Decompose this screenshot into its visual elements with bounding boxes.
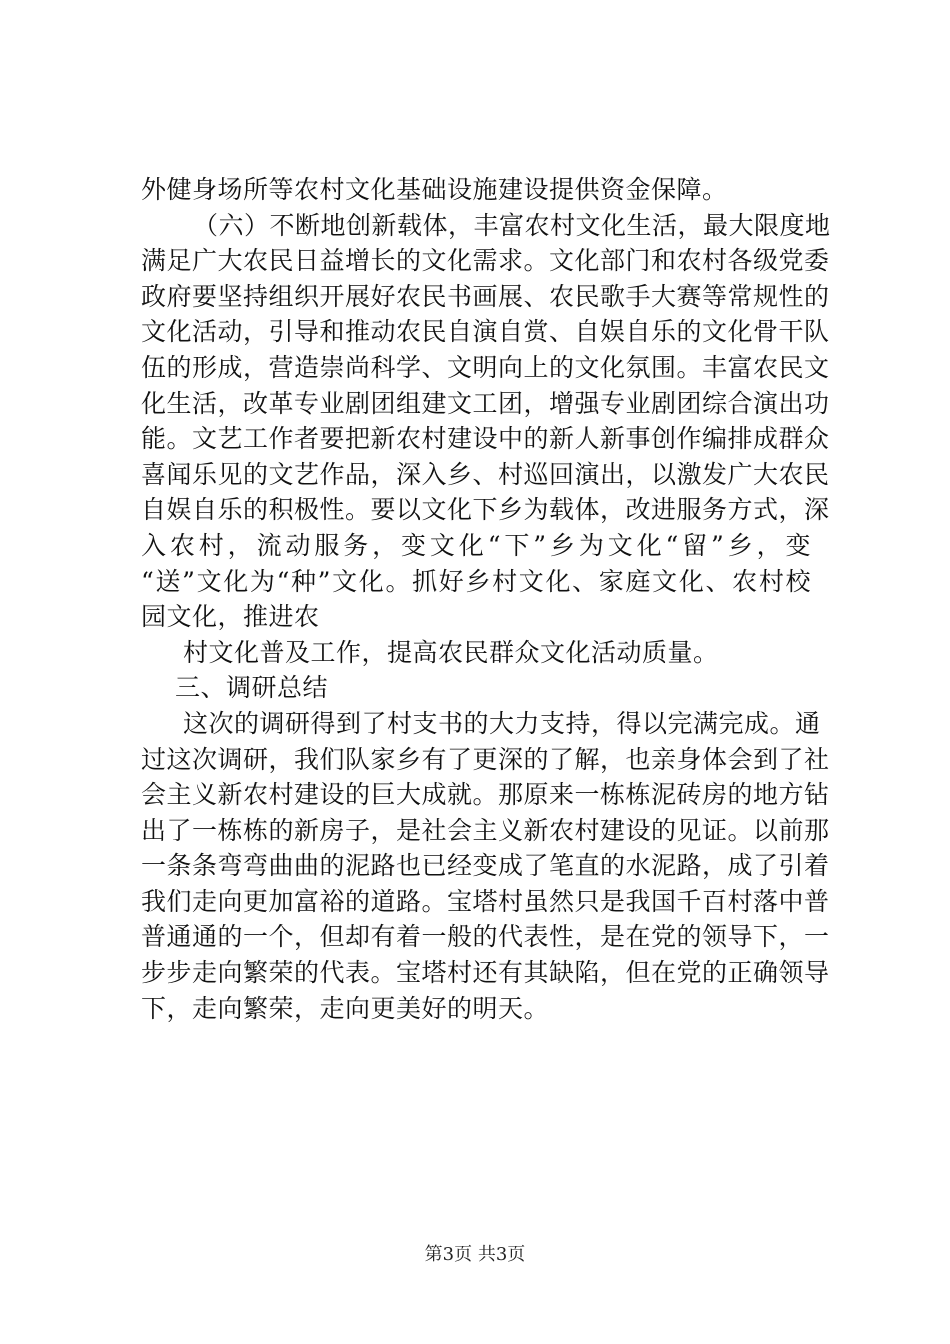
text-line: 化生活，改革专业剧团组建文工团，增强专业剧团综合演出功 xyxy=(141,388,830,418)
text-line: 外健身场所等农村文化基础设施建设提供资金保障。 xyxy=(141,175,728,204)
text-line: 村文化普及工作，提高农民群众文化活动质量。 xyxy=(183,637,719,667)
text-line: “送”文化为“种”文化。抓好乡村文化、家庭文化、农村校 xyxy=(141,566,811,596)
text-line: 一条条弯弯曲曲的泥路也已经变成了笔直的水泥路，成了引着 xyxy=(141,851,830,881)
text-line: （六）不断地创新载体，丰富农村文化生活，最大限度地 xyxy=(193,210,831,240)
text-line: 出了一栋栋的新房子，是社会主义新农村建设的见证。以前那 xyxy=(141,815,830,845)
section-heading: 三、调研总结 xyxy=(175,673,329,703)
text-line: 步步走向繁荣的代表。宝塔村还有其缺陷，但在党的正确领导 xyxy=(141,958,830,988)
text-line: 普通通的一个，但却有着一般的代表性，是在党的领导下，一 xyxy=(141,922,830,952)
text-line: 我们走向更加富裕的道路。宝塔村虽然只是我国千百村落中普 xyxy=(141,886,830,916)
text-line: 满足广大农民日益增长的文化需求。文化部门和农村各级党委 xyxy=(141,246,830,276)
text-line: 园文化，推进农 xyxy=(141,602,320,632)
text-line: 伍的形成，营造崇尚科学、文明向上的文化氛围。丰富农民文 xyxy=(141,352,830,382)
text-line: 政府要坚持组织开展好农民书画展、农民歌手大赛等常规性的 xyxy=(141,281,830,311)
text-line: 喜闻乐见的文艺作品，深入乡、村巡回演出，以激发广大农民 xyxy=(141,459,830,489)
text-line: 这次的调研得到了村支书的大力支持，得以完满完成。通 xyxy=(183,708,821,738)
page-number: 第3页 共3页 xyxy=(424,1244,526,1265)
text-line: 过这次调研，我们队家乡有了更深的了解，也亲身体会到了社 xyxy=(141,744,830,774)
text-line: 文化活动，引导和推动农民自演自赏、自娱自乐的文化骨干队 xyxy=(141,317,830,347)
text-line: 能。文艺工作者要把新农村建设中的新人新事创作编排成群众 xyxy=(141,424,830,454)
text-line: 会主义新农村建设的巨大成就。那原来一栋栋泥砖房的地方钻 xyxy=(141,780,830,810)
text-line: 自娱自乐的积极性。要以文化下乡为载体，改进服务方式，深 xyxy=(141,495,830,525)
text-line: 下，走向繁荣，走向更美好的明天。 xyxy=(141,993,550,1023)
text-line: 入农村，流动服务，变文化“下”乡为文化“留”乡，变 xyxy=(141,530,811,560)
document-body xyxy=(141,172,831,1026)
